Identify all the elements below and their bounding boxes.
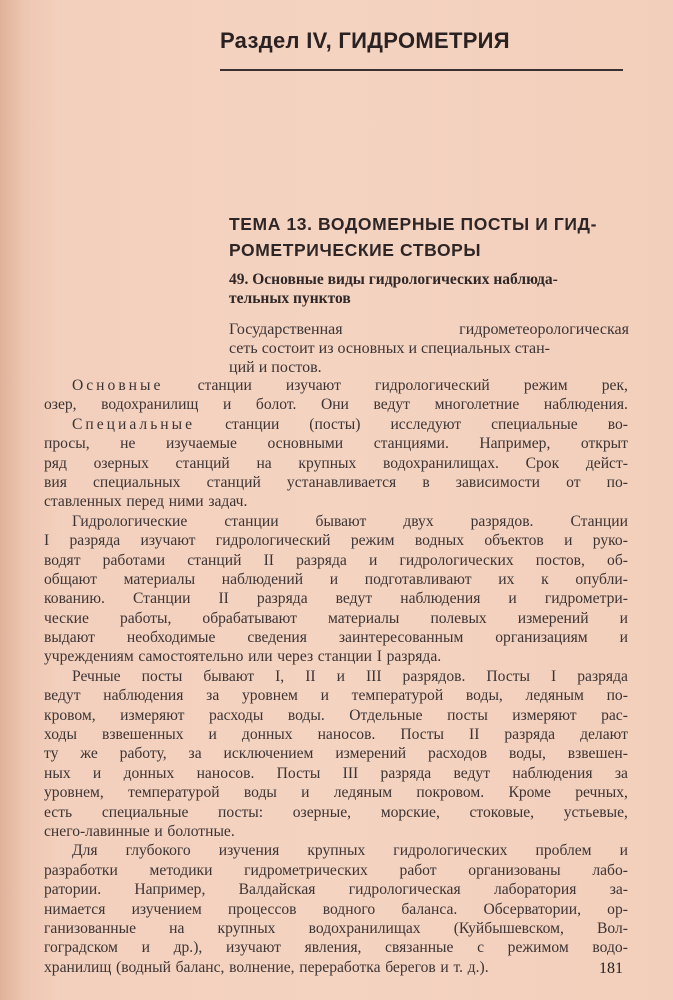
theme-title-line: ТЕМА 13. ВОДОМЕРНЫЕ ПОСТЫ И ГИД- <box>229 214 598 234</box>
word: (Куйбышевском, <box>453 919 564 937</box>
word: лаборатория <box>493 881 577 899</box>
body-line <box>44 958 628 977</box>
body-line <box>44 473 628 492</box>
word: за <box>206 687 220 705</box>
word: расходы <box>208 706 264 724</box>
word: Валдайская <box>238 881 316 899</box>
body-line <box>44 880 628 899</box>
word: водных <box>414 532 465 550</box>
word: ними <box>168 493 204 511</box>
word: за <box>614 764 628 782</box>
body-line <box>44 628 628 647</box>
word: водохранилищах. <box>383 454 499 472</box>
word: работами <box>102 551 166 569</box>
word: материалы <box>123 570 196 588</box>
word: руко- <box>592 532 628 550</box>
lead-text: сеть состоит из основных и специальных стан- <box>229 340 551 357</box>
word: изучают <box>225 939 281 957</box>
word: II <box>218 590 229 608</box>
word: станций <box>187 551 242 569</box>
word: озерные, <box>292 803 352 821</box>
word: специальные <box>101 803 189 821</box>
word: и <box>208 726 217 744</box>
lead-word: Государственная <box>229 321 343 338</box>
word: морские, <box>380 803 440 821</box>
word: станции <box>197 377 252 394</box>
body-line <box>44 609 628 628</box>
word: на <box>169 919 185 937</box>
word: баланса. <box>401 900 458 918</box>
word: крупных <box>307 842 366 860</box>
body-line <box>44 938 628 957</box>
word: и <box>368 551 378 569</box>
word: (водный <box>116 958 171 976</box>
word: I, <box>275 667 285 685</box>
word: объектов <box>484 532 544 550</box>
word: Кроме <box>508 784 551 802</box>
body-line <box>44 376 628 395</box>
body-line <box>44 589 628 608</box>
word: Срок <box>525 454 560 472</box>
word: гидрологических <box>399 551 514 569</box>
word: температурой <box>351 687 444 705</box>
word: нимается <box>44 900 106 918</box>
word: связанные <box>385 939 454 957</box>
word: просы, <box>44 435 90 453</box>
word: Станции <box>570 512 628 530</box>
word: ведут <box>453 764 491 782</box>
body-line <box>44 647 628 666</box>
word: полевых <box>430 609 487 627</box>
word: I <box>44 532 50 550</box>
word: переработка <box>299 958 381 976</box>
word: и <box>223 396 232 414</box>
word: ледяным <box>525 687 584 705</box>
word: же <box>80 745 98 763</box>
word: заинтересованным <box>338 629 464 647</box>
word: посты <box>447 706 488 724</box>
word: постов, <box>535 551 585 569</box>
word: обрабатывают <box>202 609 297 627</box>
running-head: Раздел IV, ГИДРОМЕТРИЯ <box>220 28 510 53</box>
word: об- <box>607 551 628 569</box>
section-title-line: тельных пунктов <box>229 290 351 307</box>
word: кровом, <box>44 706 96 724</box>
word: наблюдения. <box>543 396 628 414</box>
word: методики <box>149 861 213 879</box>
word: самостоятельно <box>138 648 244 666</box>
body-line <box>44 395 628 414</box>
word: организованы <box>468 861 561 879</box>
word: исключением <box>223 745 314 763</box>
word: донных <box>241 726 293 744</box>
word: изучения <box>218 842 280 860</box>
word: Посты <box>486 667 531 685</box>
emphasized-term: Основные <box>72 377 164 394</box>
word: материалы <box>327 609 400 627</box>
word: устанавливается <box>286 473 397 491</box>
body-line <box>44 803 628 822</box>
word: их <box>498 570 515 588</box>
word: взвешен- <box>567 745 628 763</box>
body-text <box>44 376 628 977</box>
word: задач. <box>208 493 248 511</box>
word: вия <box>44 473 67 491</box>
word: подготавливают <box>364 570 472 588</box>
word: и <box>329 570 339 588</box>
body-line <box>44 531 628 550</box>
word: не <box>120 435 136 453</box>
word: посты: <box>218 803 264 821</box>
word: Для <box>72 842 98 860</box>
body-line <box>44 783 628 802</box>
word: ледяным <box>333 784 393 802</box>
word: наблюдения <box>103 687 184 705</box>
word: за <box>188 745 202 763</box>
word: кованию. <box>44 590 105 608</box>
word: и <box>154 822 163 840</box>
word: и <box>92 764 102 782</box>
body-line <box>44 725 628 744</box>
word: наносов. <box>317 726 376 744</box>
word: изучением <box>131 900 202 918</box>
word: разрядов. <box>402 667 466 685</box>
word: баланс, <box>175 958 225 976</box>
body-line <box>44 415 628 434</box>
word: и <box>508 590 517 608</box>
word: речных, <box>575 784 628 802</box>
word: д.). <box>467 958 489 976</box>
word: Обсерватории, <box>483 900 581 918</box>
word: лабо- <box>592 861 628 879</box>
word: гидрологических <box>393 842 508 860</box>
word: измеряют <box>512 706 577 724</box>
word: во- <box>607 415 628 433</box>
word: ческие <box>44 609 89 627</box>
word: Гидрологические <box>72 512 188 530</box>
word: зависимости <box>455 473 540 491</box>
word: разряда <box>69 532 121 550</box>
word: I <box>551 667 557 685</box>
word: работу, <box>119 745 167 763</box>
word: воды, <box>508 745 546 763</box>
word: разряда. <box>386 648 442 666</box>
word: специальные <box>491 415 578 433</box>
word: расходов <box>428 745 488 763</box>
word: ведут <box>335 590 373 608</box>
word: выдают <box>44 629 95 647</box>
word: Речные <box>72 667 121 685</box>
word: станциями. <box>373 435 449 453</box>
word: ведут <box>373 396 410 414</box>
body-line <box>44 744 628 763</box>
word: II <box>469 726 480 744</box>
body-line <box>44 551 628 570</box>
lead-line <box>229 320 629 339</box>
word: Посты <box>400 726 445 744</box>
word: (посты) <box>309 415 361 433</box>
word: и <box>301 784 310 802</box>
word: и <box>320 687 329 705</box>
lead-text: ций и постов. <box>229 359 322 376</box>
body-line <box>44 900 628 919</box>
word: открыт <box>580 435 628 453</box>
word: крупных <box>217 919 276 937</box>
body-line <box>44 434 628 453</box>
lead-paragraph <box>229 320 629 377</box>
word: бывают <box>203 667 255 685</box>
word: водохранилищах <box>308 919 421 937</box>
word: покровом. <box>416 784 485 802</box>
word: наблюдения <box>400 590 481 608</box>
word: к <box>541 570 549 588</box>
word: станции <box>224 512 279 530</box>
word: явления, <box>304 939 362 957</box>
word: бывают <box>315 512 367 530</box>
word: гоградском <box>44 939 118 957</box>
page-number: 181 <box>599 960 623 977</box>
word: дейст- <box>585 454 628 472</box>
section-title <box>229 270 629 308</box>
word: станций <box>175 454 230 472</box>
body-line <box>44 492 628 511</box>
word: хранилищ <box>44 958 112 976</box>
word: и <box>619 629 628 647</box>
word: измерений <box>335 745 407 763</box>
word: делают <box>580 726 628 744</box>
word: крупных <box>298 454 357 472</box>
word: и <box>336 667 345 685</box>
word: стоковые, <box>469 803 535 821</box>
word: устьевые, <box>563 803 628 821</box>
word: учреждениям <box>44 648 134 666</box>
word: режимом <box>507 939 569 957</box>
word: станции <box>225 415 280 433</box>
word: гидрологическая <box>348 881 461 899</box>
word: наблюдения <box>512 764 593 782</box>
word: наблюдений <box>221 570 304 588</box>
word: от <box>566 473 581 491</box>
word: ор- <box>607 900 628 918</box>
word: и <box>141 939 150 957</box>
word: режим <box>523 377 568 394</box>
word: ных <box>44 764 71 782</box>
word: ведут <box>44 687 81 705</box>
word: сведения <box>247 629 307 647</box>
word: перед <box>126 493 165 511</box>
word: разрядов. <box>470 512 534 530</box>
word: болот. <box>255 396 297 414</box>
word: водят <box>44 551 81 569</box>
word: и <box>564 532 573 550</box>
word: др.), <box>173 939 203 957</box>
word: в <box>422 473 430 491</box>
word: исследуют <box>390 415 462 433</box>
word: разряда <box>380 764 432 782</box>
word: разряда <box>296 551 347 569</box>
word: озер, <box>44 396 77 414</box>
word: посты <box>141 667 183 685</box>
word: изучаемые <box>166 435 237 453</box>
word: режим <box>350 532 395 550</box>
word: Отдельные <box>349 706 423 724</box>
word: за- <box>609 881 628 899</box>
word: озерных <box>93 454 149 472</box>
body-line <box>44 570 628 589</box>
body-line <box>44 706 628 725</box>
word: процессов <box>227 900 297 918</box>
word: станции <box>317 648 373 666</box>
word: по- <box>606 687 628 705</box>
word: ту <box>44 745 59 763</box>
word: и <box>619 842 628 860</box>
word: уровнем, <box>44 784 104 802</box>
word: разряда <box>577 667 628 685</box>
word: общают <box>44 570 97 588</box>
word: есть <box>44 803 73 821</box>
body-line <box>44 454 628 473</box>
word: водохранилищ <box>101 396 199 414</box>
theme-title-line: РОМЕТРИЧЕСКИЕ СТВОРЫ <box>229 240 482 260</box>
word: ганизованные <box>44 919 137 937</box>
body-line <box>44 667 628 686</box>
word: воды, <box>465 687 503 705</box>
word: рас- <box>601 706 628 724</box>
word: наносов. <box>196 764 255 782</box>
word: работы, <box>119 609 172 627</box>
word: Вол- <box>596 919 628 937</box>
word: волнение, <box>229 958 295 976</box>
word: гидрологический <box>375 377 490 394</box>
word: снего-лавинные <box>44 822 150 840</box>
word: изучают <box>285 377 341 394</box>
word: донных <box>123 764 175 782</box>
word: на <box>256 454 272 472</box>
word: Например, <box>479 435 551 453</box>
word: по- <box>606 473 628 491</box>
word: III <box>365 667 382 685</box>
word: Станции <box>132 590 191 608</box>
word: многолетние <box>434 396 520 414</box>
word: глубокого <box>125 842 191 860</box>
word: ставленных <box>44 493 122 511</box>
word: или <box>248 648 273 666</box>
word: гидрометри- <box>544 590 628 608</box>
word: ряд <box>44 454 67 472</box>
word: болотные. <box>167 822 235 840</box>
word: изучают <box>140 532 196 550</box>
body-line <box>44 841 628 860</box>
lead-line <box>229 358 629 377</box>
word: воды <box>243 784 277 802</box>
word: водного <box>322 900 376 918</box>
word: Например, <box>134 881 206 899</box>
word: измеряют <box>120 706 185 724</box>
section-title-line: 49. Основные виды гидрологических наблюда- <box>229 271 558 288</box>
word: гидрометрических <box>244 861 368 879</box>
word: проблем <box>535 842 592 860</box>
word: II <box>263 551 274 569</box>
word: организациям <box>495 629 588 647</box>
word: взвешенных <box>101 726 184 744</box>
word: рек, <box>601 377 628 394</box>
word: разработки <box>44 861 118 879</box>
emphasized-term: Специальные <box>72 415 196 433</box>
word: измерений <box>517 609 589 627</box>
word: и <box>440 958 449 976</box>
word: воды. <box>287 706 325 724</box>
word: разряда <box>504 726 556 744</box>
word: через <box>277 648 314 666</box>
word: станций <box>206 473 261 491</box>
word: специальных <box>93 473 181 491</box>
body-line <box>44 822 628 841</box>
word: разряда <box>256 590 308 608</box>
lead-word: гидрометеорологическая <box>459 321 629 338</box>
body-line <box>44 861 628 880</box>
word: и <box>619 609 628 627</box>
word: уровнем <box>241 687 298 705</box>
word: II <box>305 667 316 685</box>
word: с <box>477 939 485 957</box>
word: т. <box>453 958 463 976</box>
body-line <box>44 686 628 705</box>
word: Посты <box>276 764 321 782</box>
word: опубли- <box>575 570 628 588</box>
word: ходы <box>44 726 77 744</box>
body-line <box>44 512 628 531</box>
word: водо- <box>592 939 628 957</box>
word: берегов <box>385 958 436 976</box>
body-line <box>44 764 628 783</box>
word: I <box>376 648 382 666</box>
word: ратории. <box>44 881 102 899</box>
word: основными <box>267 435 344 453</box>
theme-title <box>229 211 629 263</box>
word: работ <box>399 861 437 879</box>
word: температурой <box>128 784 220 802</box>
body-line <box>44 919 628 938</box>
lead-line <box>229 339 629 358</box>
word: гидрологический <box>215 532 331 550</box>
word: необходимые <box>126 629 216 647</box>
word: Они <box>320 396 349 414</box>
word: III <box>342 764 359 782</box>
word: двух <box>403 512 434 530</box>
header-rule <box>220 69 623 71</box>
